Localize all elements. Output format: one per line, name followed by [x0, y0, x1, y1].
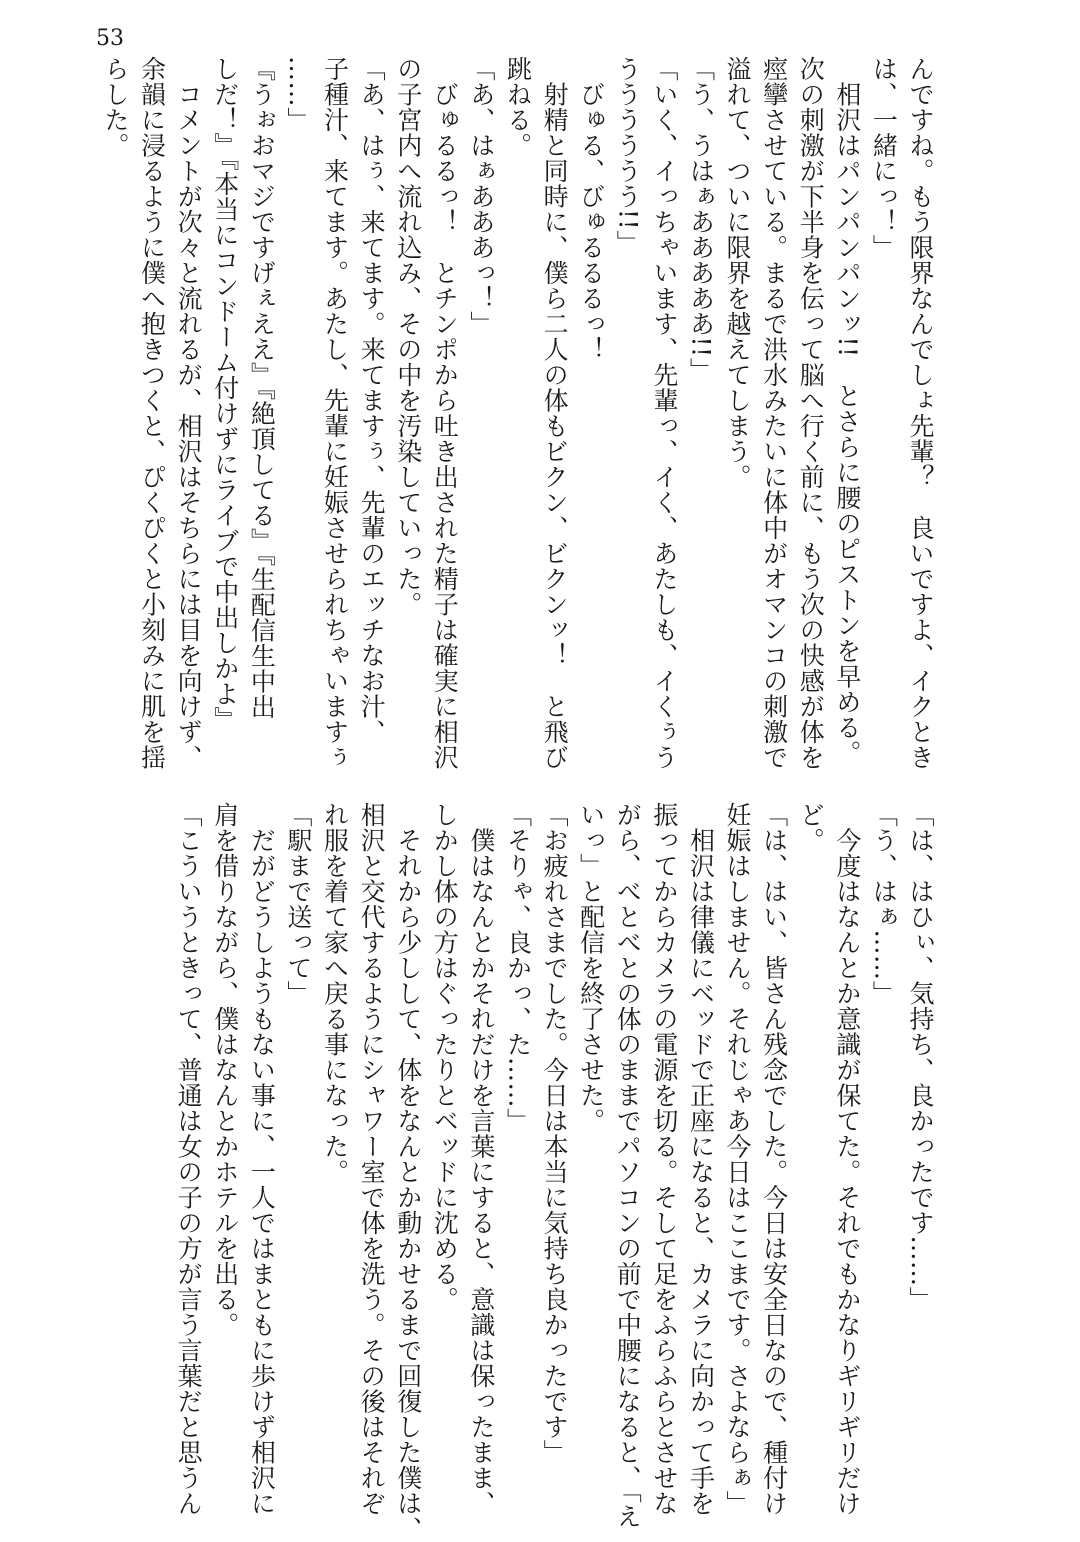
- text-column: しかし体の方はぐったりとベッドに沈める。: [430, 802, 460, 1312]
- text-column: ど。: [796, 802, 826, 853]
- text-column: 溢れて、ついに限界を越えてしまう。: [723, 56, 753, 490]
- text-column: びゅる、びゅるるるっ！: [576, 56, 606, 362]
- text-column: は、一緒にっ！」: [869, 56, 899, 260]
- text-column: れ服を着て家へ戻る事になった。: [320, 802, 350, 1185]
- text-column: 相沢はパンパンパンッ!! とさらに腰のピストンを早める。: [832, 56, 862, 766]
- text-column: 妊娠はしません。それじゃあ今日はここまです。さよならぁ」: [723, 802, 753, 1516]
- page-number: 53: [96, 26, 124, 51]
- text-column: 肩を借りながら、僕はなんとかホテルを出る。: [210, 802, 240, 1338]
- text-column: 振ってからカメラの電源を切る。そして足をふらふらとさせな: [649, 802, 679, 1516]
- text-column: の子宮内へ流れ込み、その中を汚染していった。: [393, 56, 423, 617]
- text-column: がら、べとべとの体のままでパソコンの前で中腰になると、「え: [613, 802, 643, 1529]
- text-column: いっ」と配信を終了させた。: [576, 802, 606, 1134]
- text-column: 射精と同時に、僕ら二人の体もビクン、ビクンッ！ と飛び: [540, 56, 570, 770]
- text-column: それから少しして、体をなんとか動かせるまで回復した僕は、: [393, 802, 423, 1542]
- text-column: 「いく、イっちゃいます、先輩っ、イく、あたしも、イくぅう: [649, 56, 679, 770]
- text-column: 相沢は律儀にベッドで正座になると、カメラに向かって手を: [686, 802, 716, 1516]
- text-column: らした。: [100, 56, 130, 158]
- text-column: コメントが次々と流れるが、相沢はそちらには目を向けず、: [174, 56, 204, 770]
- text-column: 相沢と交代するようにシャワー室で体を洗う。その後はそれぞ: [357, 802, 387, 1516]
- text-column: 「あ、はぁあああっ！」: [466, 56, 496, 337]
- text-column: 「う、はぁ……」: [869, 802, 899, 1006]
- text-column: 「そりゃ、良かっ、た……」: [503, 802, 533, 1134]
- text-column: ……」: [283, 56, 313, 133]
- text-column: しだ！』『本当にコンドーム付けずにライブで中出しかよ』: [210, 56, 240, 732]
- upper-text-block: [96, 56, 938, 781]
- text-column: うううううう!!」: [613, 56, 643, 256]
- text-column: 「お疲れさまでした。今日は本当に気持ち良かったです」: [540, 802, 570, 1465]
- text-column: 「こういうときって、普通は女の子の方が言う言葉だと思うん: [174, 802, 204, 1516]
- text-column: 「駅まで送って」: [283, 802, 313, 1006]
- text-column: 次の刺激が下半身を伝って脳へ行く前に、もう次の快感が体を: [796, 56, 826, 770]
- text-column: 「う、うはぁあああああ!!」: [686, 56, 716, 384]
- text-column: 僕はなんとかそれだけを言葉にすると、意識は保ったまま、: [466, 802, 496, 1516]
- text-column: 「は、はひぃ、気持ち、良かったです……」: [906, 802, 935, 1312]
- text-column: んですね。もう限界なんでしょ先輩？ 良いですよ、イクとき: [906, 56, 935, 770]
- text-column: 痙攣させている。まるで洪水みたいに体中がオマンコの刺激で: [759, 56, 789, 770]
- text-column: 『うぉおマジですげぇええ』『絶頂してる』『生配信生中出: [247, 56, 277, 720]
- text-column: だがどうしようもない事に、一人ではまともに歩けず相沢に: [247, 802, 277, 1516]
- text-column: 子種汁、来てます。あたし、先輩に妊娠させられちゃいますぅ: [320, 56, 350, 770]
- text-column: 「あ、はぅ、来てます。来てますぅ、先輩のエッチなお汁、: [357, 56, 387, 745]
- text-column: びゅるるっ！ とチンポから吐き出された精子は確実に相沢: [430, 56, 460, 770]
- lower-text-block: [170, 802, 938, 1542]
- text-column: 余韻に浸るように僕へ抱きつくと、ぴくぴくと小刻みに肌を揺: [137, 56, 167, 770]
- text-column: 跳ねる。: [503, 56, 533, 158]
- text-column: 「は、はい、皆さん残念でした。今日は安全日なので、種付け: [759, 802, 789, 1516]
- text-column: 今度はなんとか意識が保てた。それでもかなりギリギリだけ: [832, 802, 862, 1516]
